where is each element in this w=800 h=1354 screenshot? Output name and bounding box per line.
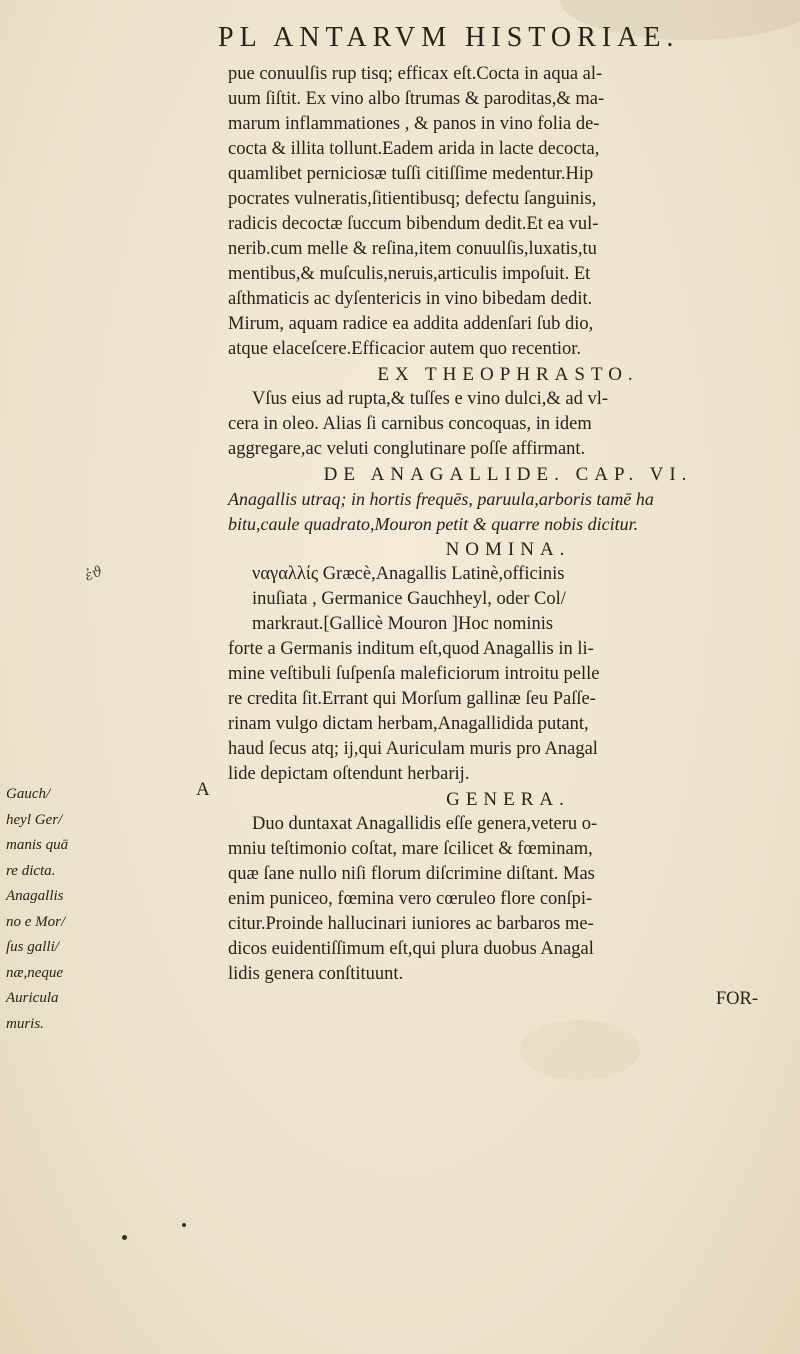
section-heading-theophrasto: EX THEOPHRASTO. — [377, 364, 639, 385]
text-line: markraut.[Gallicè Mouron ]Hoc nominis — [252, 614, 554, 634]
text-line: mentibus,& muſculis,neruis,articulis impoſuit. Et — [228, 264, 591, 284]
text-line: cera in oleo. Alias ſi carnibus concoquas, in idem — [228, 414, 592, 434]
margin-note-line: Gauch/ — [6, 786, 51, 802]
text-line: rinam vulgo dictam herbam,Anagallidida putant, — [228, 714, 589, 734]
text-line: atque elaceſcere.Efficacior autem quo recentior. — [228, 339, 582, 359]
text-line: ναγαλλίς Græcè,Anagallis Latinè,officinis — [252, 564, 565, 584]
text-line: marum inflammationes , & panos in vino folia de- — [228, 114, 600, 134]
text-line: pocrates vulneratis,ſitientibusq; defectu ſanguinis, — [228, 189, 597, 209]
margin-note-line: manis quā — [6, 837, 69, 853]
text-line: uum ſiſtit. Ex vino albo ſtrumas & paroditas,& ma- — [228, 89, 605, 109]
catchword: FOR- — [715, 989, 758, 1009]
text-line: mine veſtibuli ſuſpenſa maleficiorum introitu pelle — [228, 664, 600, 684]
chapter-summary-line: Anagallis utraq; in hortis frequēs, paruula,arboris tamē ha — [228, 489, 654, 509]
text-line: pue conuulſis rup tisq; efficax eſt.Cocta in aqua al- — [228, 64, 603, 84]
text-line: lidis genera conſtituunt. — [228, 964, 404, 984]
main-text — [228, 62, 788, 1012]
margin-note-line: Anagallis — [6, 888, 64, 904]
text-line: quæ ſane nullo niſi florum diſcrimine diſtant. Mas — [228, 864, 595, 884]
running-header: PL ANTARVM HISTORIAE. — [218, 22, 680, 53]
section-heading-genera: GENERA. — [446, 789, 570, 810]
margin-note-line: næ,neque — [6, 964, 64, 981]
margin-note-line: re dicta. — [6, 862, 56, 879]
text-line: lide depictam oſtendunt herbarij. — [228, 764, 470, 784]
marginal-scribble: ἐϑ — [82, 563, 105, 585]
text-line: cocta & illita tollunt.Eadem arida in lacte decocta, — [228, 139, 600, 159]
text-line: radicis decoctæ ſuccum bibendum dedit.Et ea vul- — [228, 214, 599, 234]
text-line: Mirum, aquam radice ea addita addenſari ſub dio, — [228, 314, 594, 334]
text-line: haud ſecus atq; ij,qui Auriculam muris pro Anagal — [228, 739, 598, 759]
text-line: dicos euidentiſſimum eſt,qui plura duobus Anagal — [228, 939, 594, 959]
text-line: re credita ſit.Errant qui Morſum gallinæ ſeu Paſſe- — [228, 689, 596, 709]
margin-note-line: no e Mor/ — [6, 913, 66, 930]
text-line: quamlibet perniciosæ tuſſi citiſſime medentur.Hip — [228, 164, 594, 184]
text-line: enim puniceo, fœmina vero cœruleo flore conſpi- — [228, 889, 593, 909]
text-line: Duo duntaxat Anagallidis eſſe genera,veteru o- — [252, 814, 598, 834]
text-line: mniu teſtimonio coſtat, mare ſcilicet & fœminam, — [228, 839, 593, 859]
margin-note-line: ſus galli/ — [6, 939, 59, 955]
text-line: aggregare,ac veluti conglutinare poſſe affirmant. — [228, 439, 586, 459]
margin-notes — [6, 782, 86, 1037]
paper-stain — [520, 1020, 640, 1080]
margin-note-line: Auricula — [6, 990, 59, 1006]
text-line: forte a Germanis inditum eſt,quod Anagallis in li- — [228, 639, 594, 659]
chapter-heading: DE ANAGALLIDE. CAP. VI. — [323, 464, 693, 485]
ink-spot — [182, 1223, 186, 1227]
text-line: aſthmaticis ac dyſentericis in vino bibedam dedit. — [228, 289, 593, 309]
ink-spot — [122, 1235, 127, 1240]
text-line: nerib.cum melle & reſina,item conuulſis,luxatis,tu — [228, 239, 597, 259]
chapter-summary-line: bitu,caule quadrato,Mouron petit & quarre nobis dicitur. — [228, 514, 639, 534]
text-line: Vſus eius ad rupta,& tuſſes e vino dulci,& ad vl- — [252, 389, 609, 409]
text-line: inuſiata , Germanice Gauchheyl, oder Col/ — [252, 589, 566, 609]
margin-note-line: muris. — [6, 1015, 44, 1032]
text-line: citur.Proinde hallucinari iuniores ac barbaros me- — [228, 914, 594, 934]
margin-note-line: heyl Ger/ — [6, 811, 63, 828]
margin-letter: A — [196, 779, 210, 800]
section-heading-nomina: NOMINA. — [445, 539, 571, 560]
